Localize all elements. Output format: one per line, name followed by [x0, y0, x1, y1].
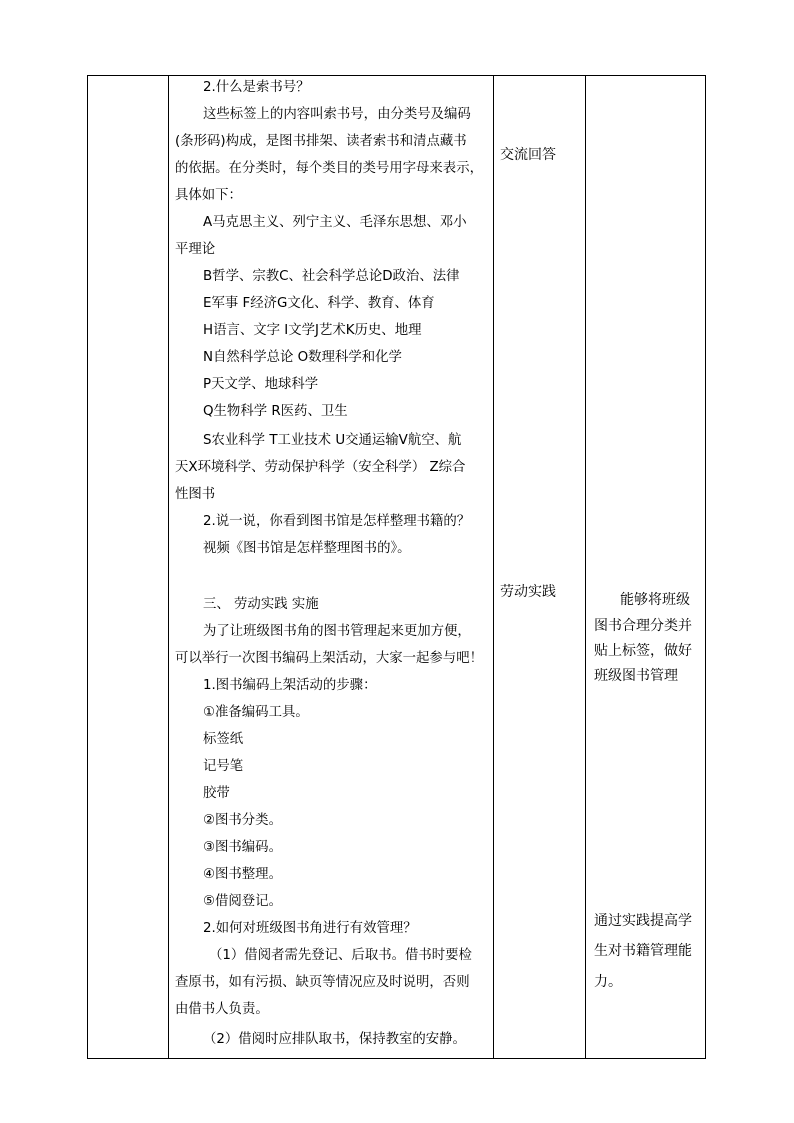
intent-line: 生对书籍管理能 [594, 943, 692, 959]
content-line: 视频《图书馆是怎样整理图书的》。 [203, 541, 411, 556]
content-line: 可以举行一次图书编码上架活动，大家一起参与吧！ [175, 651, 483, 666]
intent-line: 能够将班级 [620, 592, 690, 608]
student-activity-cell [494, 76, 586, 1058]
intent-line: 班级图书管理 [594, 668, 678, 684]
intent-line: 通过实践提高学 [594, 913, 692, 929]
content-line: 查原书，如有污损、缺页等情况应及时说明，否则 [175, 975, 470, 990]
content-line: 平理论 [175, 242, 216, 257]
content-line: 2.什么是索书号？ [203, 80, 310, 95]
content-line: ②图书分类。 [203, 813, 282, 828]
content-line: （2）借阅时应排队取书，保持教室的安静。 [203, 1032, 466, 1047]
activity-practice: 劳动实践 [500, 584, 556, 600]
content-line: S农业科学 T工业技术 U交通运输V航空、航 [203, 433, 462, 448]
content-line: 1.图书编码上架活动的步骤： [203, 678, 377, 693]
lesson-table [87, 75, 706, 1059]
content-line: (条形码)构成，是图书排架、读者索书和清点藏书 [175, 134, 467, 149]
content-line: 记号笔 [203, 759, 244, 774]
design-intent-cell [586, 76, 705, 1058]
content-line: P天文学、地球科学 [203, 377, 319, 392]
content-line: Q生物科学 R医药、卫生 [203, 404, 348, 419]
intent-line: 图书合理分类并 [594, 618, 692, 634]
content-line: 2.说一说，你看到图书馆是怎样整理书籍的？ [203, 514, 471, 529]
content-line: E军事 F经济G文化、科学、教育、体育 [203, 296, 435, 311]
content-line: ③图书编码。 [203, 840, 282, 855]
content-line: ⑤借阅登记。 [203, 894, 282, 909]
content-line: 这些标签上的内容叫索书号，由分类号及编码 [203, 107, 471, 122]
intent-line: 贴上标签，做好 [594, 643, 692, 659]
intent-line: 力。 [594, 974, 622, 990]
section-heading: 三、 劳动实践 实施 [203, 597, 319, 612]
activity-exchange: 交流回答 [500, 147, 556, 163]
content-line: 的依据。在分类时，每个类目的类号用字母来表示， [175, 161, 483, 176]
content-line: B哲学、宗教C、社会科学总论D政治、法律 [203, 269, 460, 284]
content-line: 胶带 [203, 786, 230, 801]
content-line: 具体如下： [175, 188, 242, 203]
content-line: （1）借阅者需先登记、后取书。借书时要检 [209, 948, 472, 963]
content-line: 为了让班级图书角的图书管理起来更加方便， [203, 624, 471, 639]
content-line: 性图书 [175, 487, 216, 502]
content-line: 由借书人负责。 [175, 1002, 269, 1017]
content-line: ①准备编码工具。 [203, 705, 309, 720]
content-line: A马克思主义、列宁主义、毛泽东思想、邓小 [203, 215, 467, 230]
content-line: ④图书整理。 [203, 867, 282, 882]
content-line: N自然科学总论 O数理科学和化学 [203, 350, 402, 365]
content-line: 2.如何对班级图书角进行有效管理？ [203, 921, 417, 936]
content-line: 天X环境科学、劳动保护科学（安全科学） Z综合 [175, 460, 466, 475]
content-line: 标签纸 [203, 732, 244, 747]
content-line: H语言、文字 I文学J艺术K历史、地理 [203, 323, 422, 338]
